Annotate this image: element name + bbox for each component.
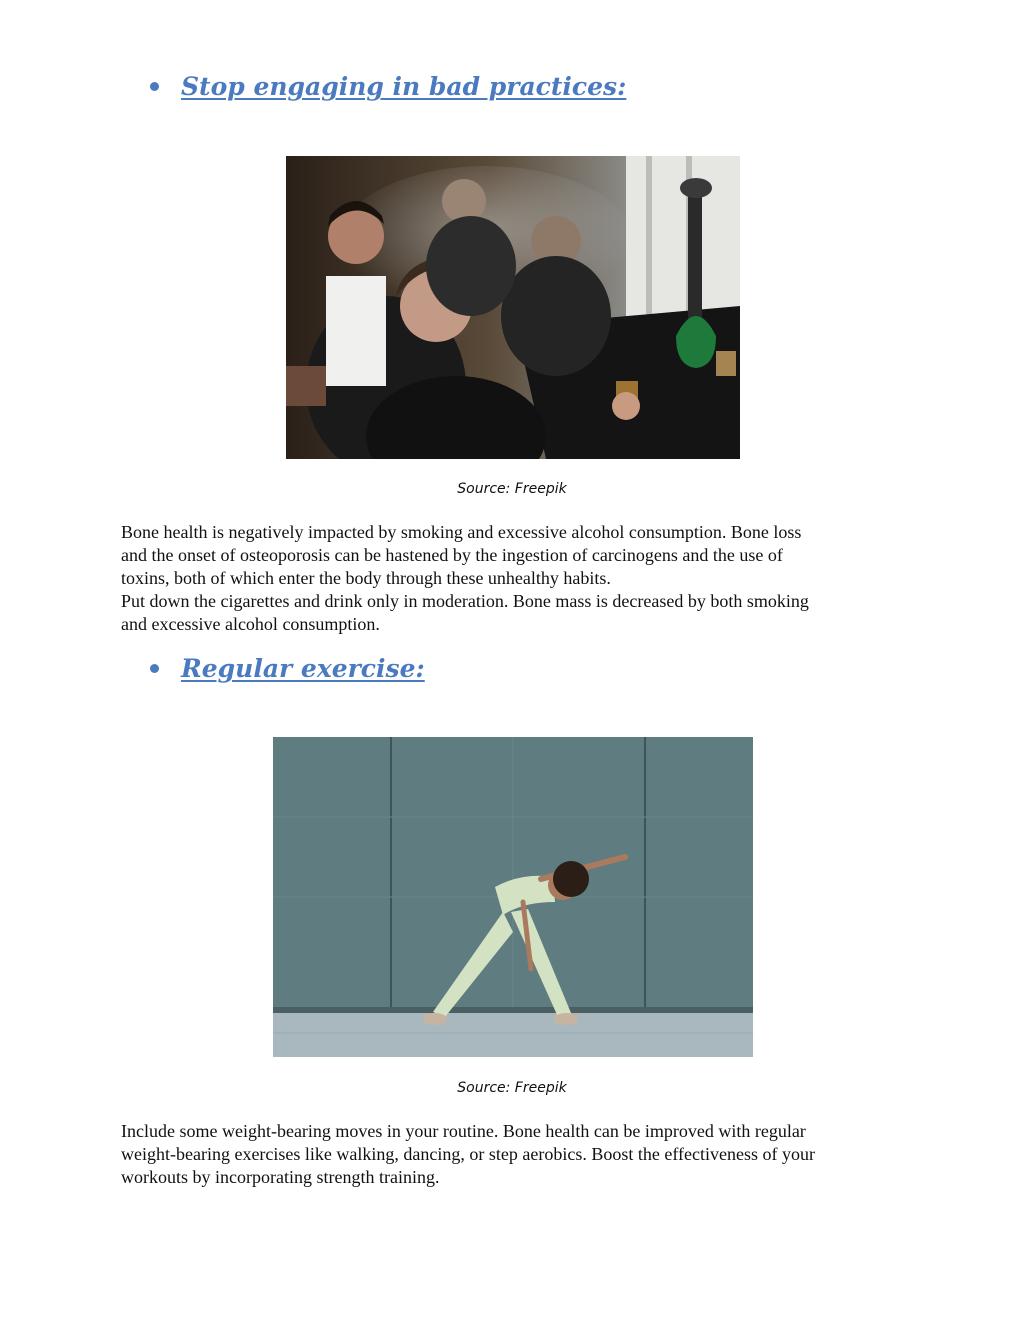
heading-text: Stop engaging in bad practices: xyxy=(181,72,627,101)
paragraph-line: toxins, both of which enter the body through these unhealthy habits. xyxy=(121,568,611,588)
paragraph-bad-practices xyxy=(121,521,911,636)
image-caption: Source: Freepik xyxy=(457,481,567,497)
paragraph-line: weight-bearing exercises like walking, dancing, or step aerobics. Boost the effectiveness of your xyxy=(121,1144,815,1164)
bullet-icon xyxy=(150,82,159,91)
section-heading-bad-practices xyxy=(150,72,626,101)
image-caption: Source: Freepik xyxy=(457,1080,567,1096)
paragraph-line: and the onset of osteoporosis can be hastened by the ingestion of carcinogens and the use of xyxy=(121,545,783,565)
exercise-stretch-photo xyxy=(273,737,753,1057)
heading-text: Regular exercise: xyxy=(181,654,425,683)
paragraph-line: Bone health is negatively impacted by smoking and excessive alcohol consumption. Bone loss xyxy=(121,522,802,542)
paragraph-regular-exercise xyxy=(121,1120,911,1189)
paragraph-line: and excessive alcohol consumption. xyxy=(121,614,380,634)
paragraph-line: Put down the cigarettes and drink only in moderation. Bone mass is decreased by both smoking xyxy=(121,591,809,611)
paragraph-line: workouts by incorporating strength training. xyxy=(121,1167,440,1187)
section-heading-regular-exercise xyxy=(150,654,425,683)
paragraph-line: Include some weight-bearing moves in your routine. Bone health can be improved with regular xyxy=(121,1121,806,1141)
bullet-icon xyxy=(150,664,159,673)
smoking-drinking-photo xyxy=(286,156,740,459)
